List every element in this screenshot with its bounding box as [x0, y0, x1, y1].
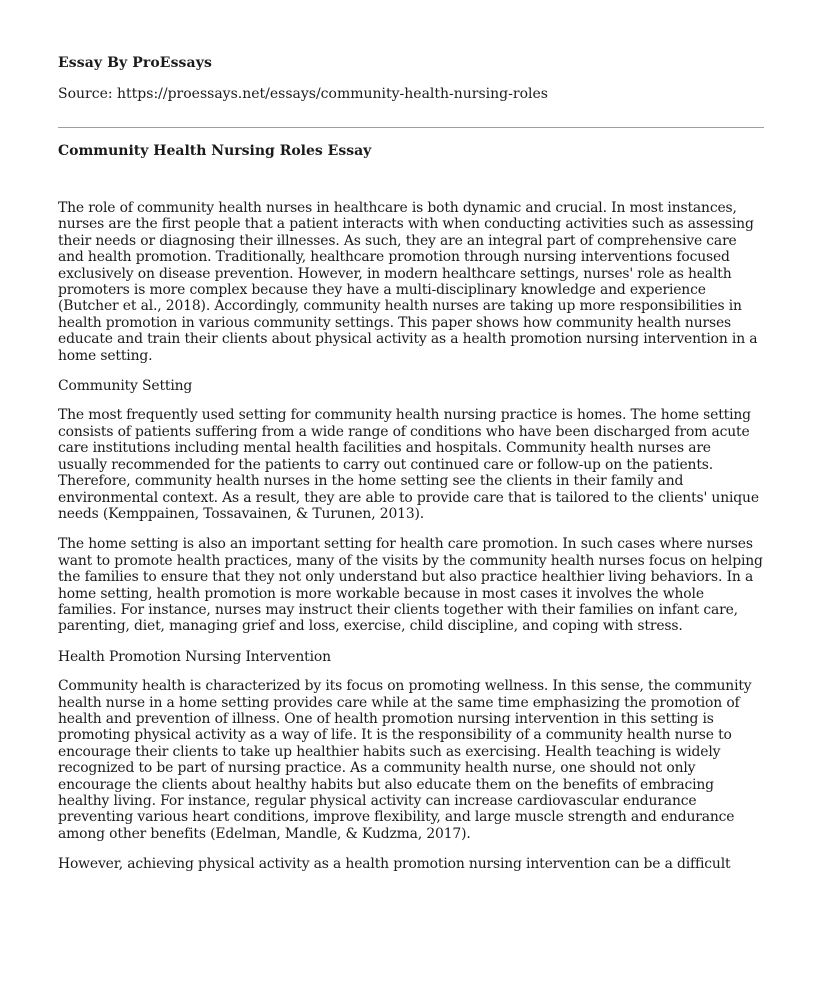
section-heading-community-setting: Community Setting [58, 378, 193, 395]
source-line [58, 86, 548, 102]
paragraph-wellness: Community health is characterized by its focus on promoting wellness. In this sense, the community health nurse in a home setting provides care while at the same time emphasizing the promotion of health and prevention of illness. One of health promotion nursing intervention in this setting is promoting physical activity as a way of life. It is the responsibility of a community health nurse to encourage their clients to take up healthier habits such as exercising. Health teaching is widely recognized to be part of nursing practice. As a community health nurse, one should not only encourage the clients about healthy habits but also educate them on the benefits of embracing healthy living. For instance, regular physical activity can increase cardiovascular endurance preventing various heart conditions, improve flexibility, and large muscle strength and endurance among other benefits (Edelman, Mandle, & Kudzma, 2017). [58, 678, 752, 842]
brand-title: Essay By ProEssays [58, 55, 212, 71]
divider [58, 127, 764, 128]
source-url: https://proessays.net/essays/community-health-nursing-roles [117, 86, 548, 102]
source-label: Source: [58, 86, 118, 102]
paragraph-physical-activity: However, achieving physical activity as a health promotion nursing intervention can be a difficult [58, 856, 731, 873]
essay-body [58, 200, 764, 887]
essay-title: Community Health Nursing Roles Essay [58, 143, 372, 159]
section-heading-health-promotion: Health Promotion Nursing Intervention [58, 648, 331, 665]
paragraph-home-setting: The most frequently used setting for community health nursing practice is homes. The home setting consists of patients suffering from a wide range of conditions who have been discharged from acute care institutions including mental health facilities and hospitals. Community health nurses are usually recommended for the patients to carry out continued care or follow-up on the patients. Therefore, community health nurses in the home setting see the clients in their family and environmental context. As a result, they are able to provide care that is tailored to the clients' unique needs (Kemppainen, Tossavainen, & Turunen, 2013). [58, 407, 759, 522]
paragraph-introduction: The role of community health nurses in healthcare is both dynamic and crucial. In most instances, nurses are the first people that a patient interacts with when conducting activities such as assessing their needs or diagnosing their illnesses. As such, they are an integral part of comprehensive care and health promotion. Traditionally, healthcare promotion through nursing interventions focused exclusively on disease prevention. However, in modern healthcare settings, nurses' role as health promoters is more complex because they have a multi-disciplinary knowledge and experience (Butcher et al., 2018). Accordingly, community health nurses are taking up more responsibilities in health promotion in various community settings. This paper shows how community health nurses educate and train their clients about physical activity as a health promotion nursing intervention in a home setting. [58, 200, 758, 364]
paragraph-health-care-promotion: The home setting is also an important setting for health care promotion. In such cases where nurses want to promote health practices, many of the visits by the community health nurses focus on helping the families to ensure that they not only understand but also practice healthier living behaviors. In a home setting, health promotion is more workable because in most cases it involves the whole families. For instance, nurses may instruct their clients together with their families on infant care, parenting, diet, managing grief and loss, exercise, child discipline, and coping with stress. [58, 536, 763, 635]
